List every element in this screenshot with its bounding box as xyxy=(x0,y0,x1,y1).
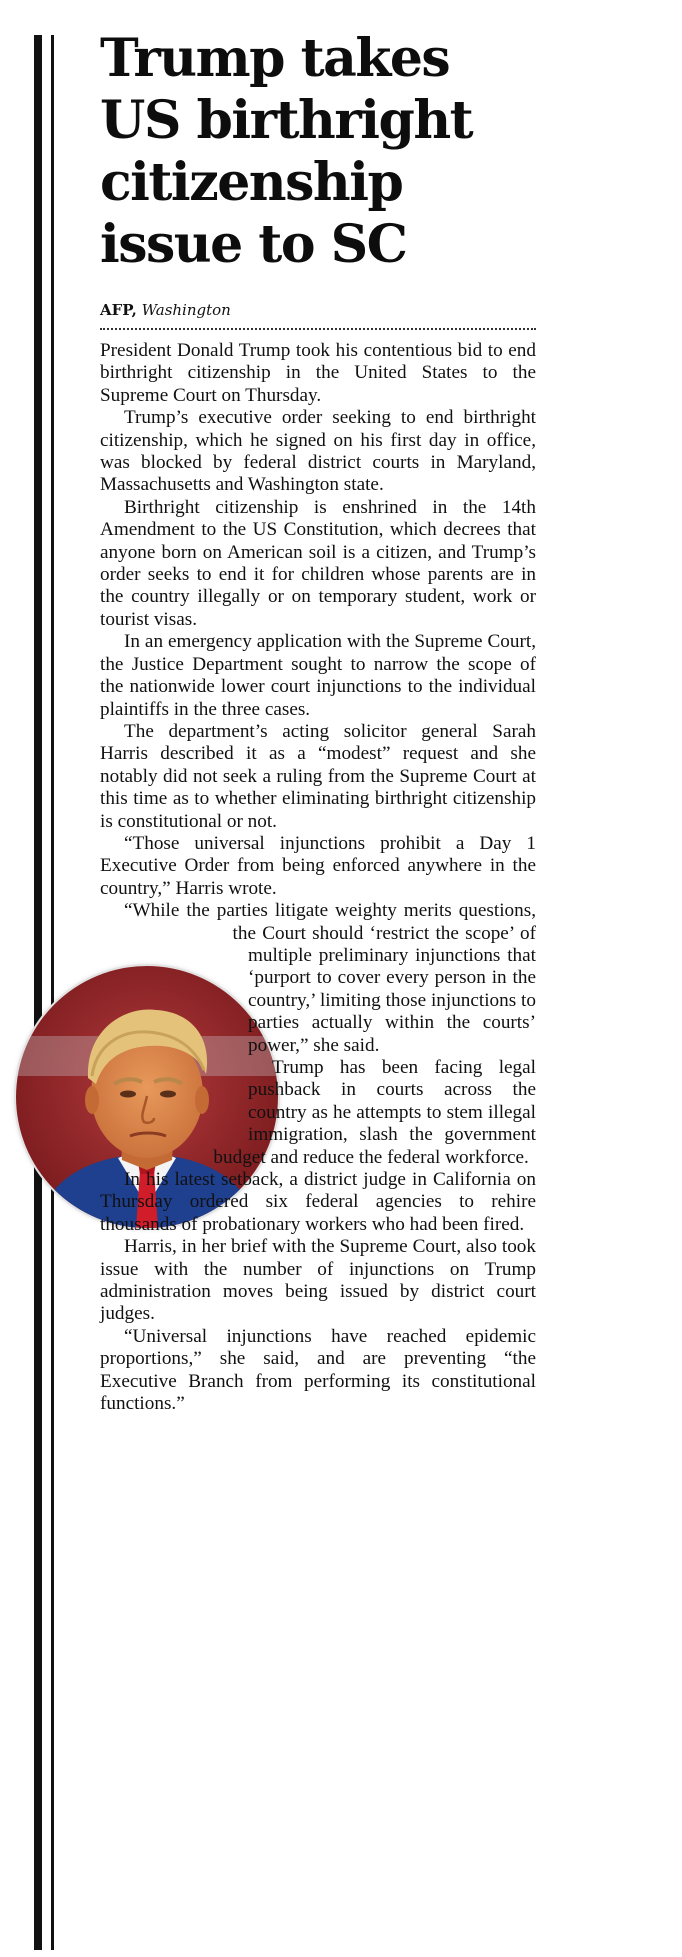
photo-wrap-shape xyxy=(0,906,240,1176)
headline: Trump takes US birthright citizenship issue to SC xyxy=(100,28,473,275)
paragraph-4: In an emergency application with the Supreme Court, the Justice Department sought to narrow the scope of the nationwide lower court injunctions to the individual plaintiffs in the three cases. xyxy=(100,631,536,720)
article xyxy=(100,28,536,1416)
paragraph-8: Trump has been facing legal pushback in courts across the country as he attempts to stem illegal immigration, slash the government budget and reduce the federal workforce. xyxy=(213,1057,536,1168)
paragraph-9: In his latest setback, a district judge in California on Thursday ordered six federal agencies to rehire thousands of probationary workers who had been fired. xyxy=(100,1169,536,1235)
paragraph-6: “Those universal injunctions prohibit a Day 1 Executive Order from being enforced anywhere in the country,” Harris wrote. xyxy=(100,832,536,899)
paragraph-10: Harris, in her brief with the Supreme Court, also took issue with the number of injunctions on Trump administration moves being issued by district court judges. xyxy=(100,1236,536,1325)
byline-location: Washington xyxy=(141,301,231,319)
byline-divider xyxy=(100,328,536,330)
paragraph-11: “Universal injunctions have reached epidemic proportions,” she said, and are preventing “the Executive Branch from performing its constitutional functions.” xyxy=(100,1325,536,1415)
paragraph-7: “While the parties litigate weighty merits questions, the Court should ‘restrict the scope’ of multiple preliminary injunctions that ‘purport to cover every person in the country,’ limiting those injunctions to parties actually within the courts’ power,” she said. xyxy=(124,900,536,1056)
paragraph-2: Trump’s executive order seeking to end birthright citizenship, which he signed on his first day in office, was blocked by federal district courts in Maryland, Massachusetts and Washington state. xyxy=(100,407,536,496)
byline xyxy=(100,300,536,320)
paragraph-5: The department’s acting solicitor general Sarah Harris described it as a “modest” request and she notably did not seek a ruling from the Supreme Court at this time as to whether eliminating birthright citizenship is constitutional or not. xyxy=(100,720,536,832)
paragraph-1: President Donald Trump took his contentious bid to end birthright citizenship in the United States to the Supreme Court on Thursday. xyxy=(100,340,536,406)
article-body xyxy=(100,340,536,1416)
byline-agency: AFP, xyxy=(100,301,137,319)
paragraph-3: Birthright citizenship is enshrined in the 14th Amendment to the US Constitution, which decrees that anyone born on American soil is a citizen, and Trump’s order seeks to end it for children whose parents are in the country illegally or on temporary student, work or tourist visas. xyxy=(100,496,536,630)
